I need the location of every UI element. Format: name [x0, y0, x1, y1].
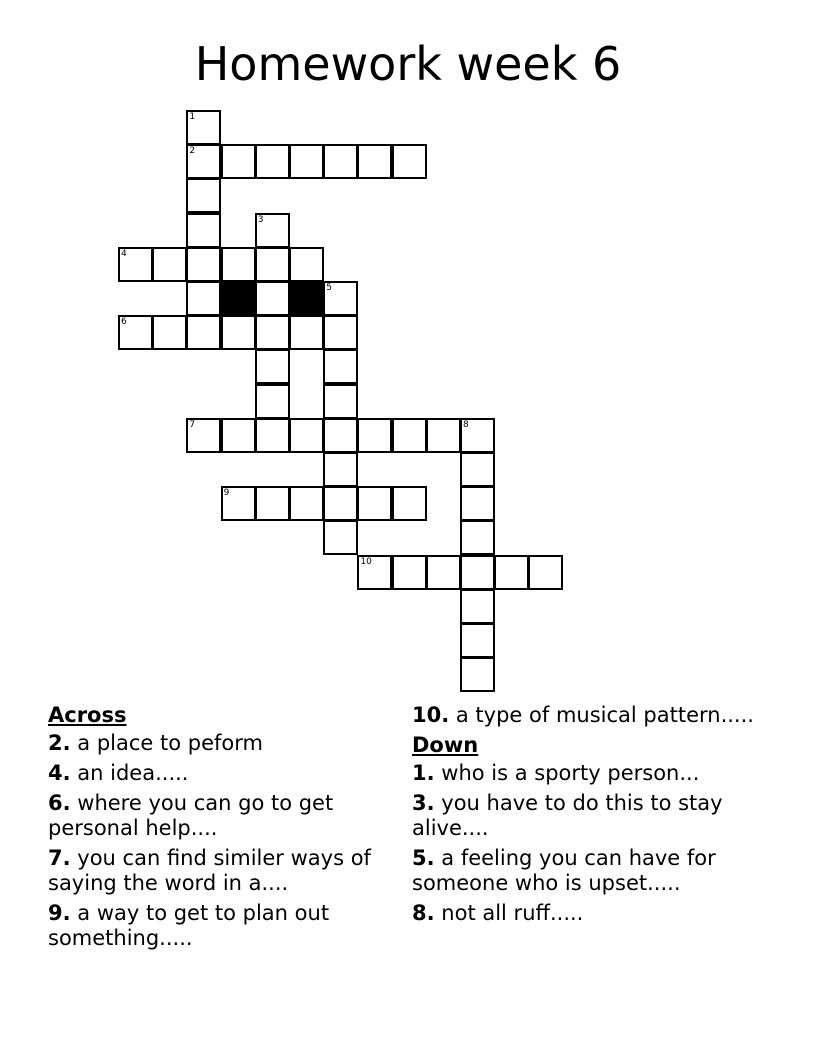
clue-text: a place to peform: [77, 731, 263, 755]
grid-cell[interactable]: [460, 623, 495, 658]
grid-cell[interactable]: [323, 384, 358, 419]
grid-cell[interactable]: [323, 281, 358, 316]
clue-text: a feeling you can have for someone who is upset.....: [412, 846, 716, 895]
grid-cell[interactable]: [255, 486, 290, 521]
grid-cell[interactable]: [255, 349, 290, 384]
grid-cell[interactable]: [392, 418, 427, 453]
grid-cell[interactable]: [289, 486, 324, 521]
grid-cell[interactable]: [392, 144, 427, 179]
grid-cell[interactable]: [289, 144, 324, 179]
grid-cell[interactable]: [460, 657, 495, 692]
grid-cell[interactable]: [392, 555, 427, 590]
grid-cell[interactable]: [221, 315, 256, 350]
clue-text: a way to get to plan out something.....: [48, 901, 330, 950]
grid-cell[interactable]: [460, 555, 495, 590]
grid-cell[interactable]: [357, 418, 392, 453]
grid-cell[interactable]: [186, 281, 221, 316]
grid-cell[interactable]: [357, 144, 392, 179]
clue-number: 10.: [412, 703, 450, 727]
grid-cell[interactable]: [460, 452, 495, 487]
clue-down-1: [412, 761, 772, 786]
grid-cell[interactable]: [118, 315, 153, 350]
grid-cell[interactable]: [323, 418, 358, 453]
grid-cell[interactable]: [221, 247, 256, 282]
clue-text: a type of musical pattern.....: [455, 703, 754, 727]
grid-cell[interactable]: [323, 315, 358, 350]
grid-cell[interactable]: [357, 486, 392, 521]
grid-cell[interactable]: [323, 452, 358, 487]
grid-cell[interactable]: [255, 144, 290, 179]
clue-across-4: [48, 761, 393, 786]
clue-text: not all ruff.....: [441, 901, 584, 925]
clues-left-column: [48, 703, 393, 956]
puzzle-title: Homework week 6: [194, 37, 622, 91]
grid-cell[interactable]: [221, 144, 256, 179]
grid-black-cell: [289, 281, 324, 316]
grid-cell[interactable]: [289, 418, 324, 453]
grid-number: 1: [189, 112, 196, 122]
grid-cell[interactable]: [186, 178, 221, 213]
clue-number: 1.: [412, 761, 435, 785]
grid-cell[interactable]: [186, 418, 221, 453]
across-heading: Across: [48, 703, 127, 727]
grid-cell[interactable]: [460, 520, 495, 555]
clue-down-3: [412, 791, 772, 841]
grid-cell[interactable]: [323, 520, 358, 555]
clue-number: 8.: [412, 901, 435, 925]
grid-number: 2: [189, 146, 196, 157]
grid-cell[interactable]: [323, 349, 358, 384]
grid-number: 10: [360, 556, 372, 567]
clue-across-2: [48, 731, 393, 756]
grid-cell[interactable]: [392, 486, 427, 521]
grid-cell[interactable]: [426, 555, 461, 590]
grid-cell[interactable]: [528, 555, 563, 590]
clue-number: 2.: [48, 731, 71, 755]
grid-cell[interactable]: [323, 144, 358, 179]
grid-cell[interactable]: [221, 418, 256, 453]
clue-down-5: [412, 846, 772, 896]
grid-cell[interactable]: [289, 247, 324, 282]
grid-cell[interactable]: [426, 418, 461, 453]
clue-number: 3.: [412, 791, 435, 815]
grid-cell[interactable]: [357, 555, 392, 590]
grid-cell[interactable]: [289, 315, 324, 350]
grid-cell[interactable]: [186, 110, 221, 145]
clue-down-8: [412, 901, 772, 926]
grid-cell[interactable]: [255, 384, 290, 419]
clue-across-9: [48, 901, 393, 951]
grid-cell[interactable]: [255, 281, 290, 316]
clue-across-7: [48, 846, 393, 896]
clue-text: where you can go to get personal help....: [48, 791, 334, 840]
grid-cell[interactable]: [186, 144, 221, 179]
grid-cell[interactable]: [221, 486, 256, 521]
grid-cell[interactable]: [186, 247, 221, 282]
grid-cell[interactable]: [152, 315, 187, 350]
grid-number: 7: [189, 419, 196, 430]
grid-cell[interactable]: [460, 589, 495, 624]
grid-cell[interactable]: [255, 247, 290, 282]
grid-number: 8: [463, 419, 469, 430]
grid-cell[interactable]: [494, 555, 529, 590]
grid-cell[interactable]: [460, 486, 495, 521]
down-heading: Down: [412, 733, 479, 757]
grid-number: 6: [121, 317, 127, 328]
grid-cell[interactable]: [118, 247, 153, 282]
grid-cell[interactable]: [323, 486, 358, 521]
clue-number: 6.: [48, 791, 71, 815]
grid-number: 4: [121, 248, 127, 259]
clue-number: 4.: [48, 761, 71, 785]
clue-number: 9.: [48, 901, 71, 925]
clue-number: 5.: [412, 846, 435, 870]
clue-number: 7.: [48, 846, 71, 870]
grid-cell[interactable]: [255, 418, 290, 453]
grid-black-cell: [221, 281, 256, 316]
clue-across-10: [412, 703, 772, 728]
clue-text: you can find similer ways of saying the word in a....: [48, 846, 371, 895]
grid-cell[interactable]: [152, 247, 187, 282]
grid-cell[interactable]: [460, 418, 495, 453]
grid-cell[interactable]: [186, 213, 221, 248]
clue-text: who is a sporty person...: [441, 761, 700, 785]
grid-cell[interactable]: [255, 315, 290, 350]
grid-cell[interactable]: [186, 315, 221, 350]
clue-text: you have to do this to stay alive....: [412, 791, 723, 840]
grid-number: 5: [326, 283, 332, 293]
clue-across-6: [48, 791, 393, 841]
clues-right-column: [412, 703, 772, 931]
grid-cell[interactable]: [255, 213, 290, 248]
clue-text: an idea.....: [77, 761, 189, 785]
grid-number: 9: [223, 488, 230, 499]
grid-number: 3: [257, 214, 264, 225]
